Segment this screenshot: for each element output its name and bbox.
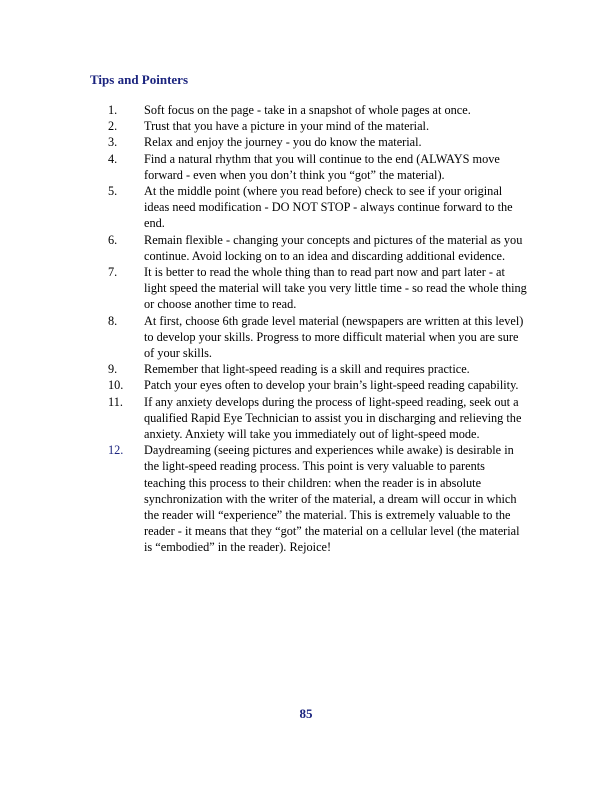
section-heading: Tips and Pointers	[90, 72, 189, 87]
tip-number: 10.	[108, 378, 124, 393]
tip-item-12	[108, 442, 528, 555]
page-number: 85	[299, 706, 313, 721]
tip-text: Find a natural rhythm that you will continue to the end (ALWAYS move forward - even when you don’t think you “got” the material).	[144, 151, 500, 182]
tip-text: Patch your eyes often to develop your brain’s light-speed reading capability.	[144, 378, 519, 393]
tip-text: At first, choose 6th grade level material (newspapers are written at this level) to develop your skills. Progress to more difficult material when you are sure of your skills.	[144, 313, 524, 361]
tip-number: 1.	[108, 103, 118, 117]
tip-item-11	[108, 394, 528, 443]
tip-number: 3.	[108, 135, 118, 150]
tip-number: 4.	[108, 151, 118, 166]
tip-text: Remain flexible - changing your concepts and pictures of the material as you continue. Avoid locking on to an idea and discarding additional evidence.	[144, 232, 523, 263]
tip-number: 9.	[108, 362, 118, 377]
tip-text: Soft focus on the page - take in a snapshot of whole pages at once.	[144, 103, 471, 117]
tip-item-4	[108, 151, 528, 183]
tip-text: Daydreaming (seeing pictures and experiences while awake) is desirable in the light-speed reading process. This point is very valuable to parents teaching this process to their children: when the reader is in absolute synchronization with the writer of the material, a dream will occur in which the reader will “experience” the material. This is extremely valuable to the reader - it means that they “got” the material on a cellular level (the material is “embodied” in the reader). Rejoice!	[144, 443, 520, 555]
tip-number: 12.	[108, 443, 124, 458]
tip-number: 11.	[108, 394, 123, 409]
tip-item-1	[108, 102, 528, 118]
tip-number: 7.	[108, 265, 118, 280]
tips-list	[108, 102, 528, 556]
tip-item-2	[108, 118, 528, 134]
tip-item-3	[108, 134, 528, 150]
tip-item-7	[108, 264, 528, 313]
tip-text: It is better to read the whole thing than to read part now and part later - at light speed the material will take you very little time - so read the whole thing or choose another time to read.	[144, 265, 527, 312]
tip-number: 5.	[108, 184, 118, 199]
tip-number: 2.	[108, 119, 118, 134]
tip-text: Relax and enjoy the journey - you do know the material.	[144, 135, 422, 150]
tip-text: Trust that you have a picture in your mind of the material.	[144, 119, 430, 134]
tip-number: 6.	[108, 232, 118, 247]
tip-item-10	[108, 377, 528, 393]
tip-text: Remember that light-speed reading is a skill and requires practice.	[144, 362, 470, 377]
tip-text: If any anxiety develops during the process of light-speed reading, seek out a qualified Rapid Eye Technician to assist you in discharging and relieving the anxiety. Anxiety will take you immediately out of light-speed mode.	[144, 394, 522, 442]
tip-number: 8.	[108, 313, 118, 328]
tip-item-9	[108, 361, 528, 377]
tip-item-5	[108, 183, 528, 232]
tip-item-6	[108, 232, 528, 264]
tip-text: At the middle point (where you read before) check to see if your original ideas need modification - DO NOT STOP - always continue forward to the end.	[144, 184, 513, 231]
tip-item-8	[108, 313, 528, 362]
